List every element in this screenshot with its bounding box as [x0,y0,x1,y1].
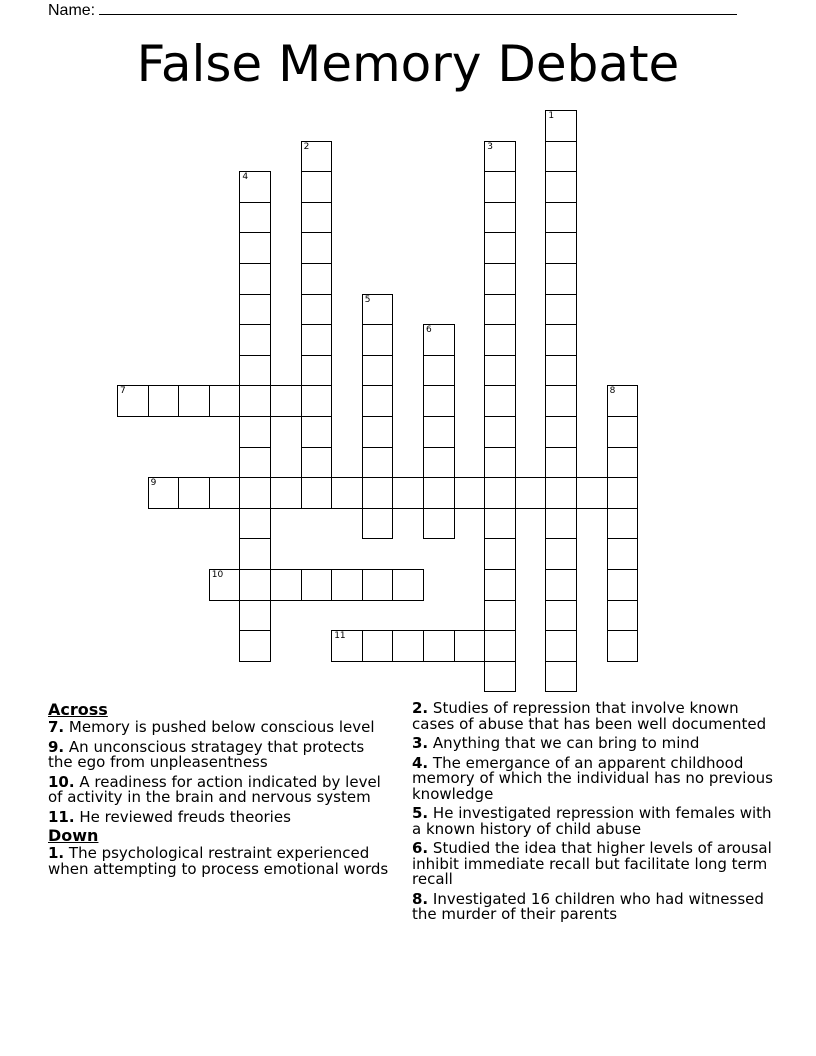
clue-number: 8. [412,889,429,908]
grid-cell[interactable] [484,355,516,387]
grid-cell[interactable] [545,661,577,693]
grid-cell[interactable] [239,569,271,601]
grid-cell[interactable] [362,324,394,356]
grid-cell[interactable] [545,110,577,142]
grid-cell[interactable] [545,416,577,448]
grid-cell[interactable] [301,355,333,387]
grid-cell[interactable] [454,477,486,509]
grid-cell[interactable] [331,477,363,509]
grid-cell[interactable] [484,569,516,601]
grid-cell[interactable] [270,385,302,417]
clue-across-7 [48,720,393,736]
grid-cell[interactable] [301,294,333,326]
grid-cell[interactable] [148,385,180,417]
grid-cell[interactable] [484,385,516,417]
cell-number: 10 [211,570,224,580]
clue-down-6 [412,841,777,888]
clue-number: 5. [412,804,429,822]
grid-cell[interactable] [484,508,516,540]
grid-cell[interactable] [484,477,516,509]
clue-text: The psychological restraint experienced when attempting to process emotional words [48,844,389,878]
cell-number: 2 [303,141,310,152]
grid-cell[interactable] [484,263,516,295]
grid-cell[interactable] [545,232,577,264]
grid-cell[interactable] [607,569,639,601]
clue-number: 1. [48,844,65,862]
grid-cell[interactable] [392,569,424,601]
clue-number: 3. [412,734,429,752]
grid-cell[interactable] [484,630,516,662]
grid-cell[interactable] [545,263,577,295]
clue-down-8 [412,889,777,923]
grid-cell[interactable] [607,416,639,448]
grid-cell[interactable] [301,263,333,295]
grid-cell[interactable] [178,477,210,509]
clue-text: Memory is pushed below conscious level [68,718,375,736]
grid-cell[interactable] [301,477,333,509]
cell-number: 11 [334,631,346,642]
grid-cell[interactable] [270,569,302,601]
grid-cell[interactable] [148,477,180,509]
grid-cell[interactable] [484,202,516,234]
grid-cell[interactable] [484,447,516,479]
grid-cell[interactable] [545,508,577,540]
grid-cell[interactable] [239,263,271,295]
clue-text: Studies of repression that involve known cases of abuse that has been well documented [412,699,767,733]
clue-text: Studied the idea that higher levels of arousal inhibit immediate recall but facilitate long term recall [412,839,772,888]
grid-cell[interactable] [423,477,455,509]
grid-cell[interactable] [484,232,516,264]
grid-cell[interactable] [545,171,577,203]
grid-cell[interactable] [301,569,333,601]
grid-cell[interactable] [239,600,271,632]
grid-cell[interactable] [484,416,516,448]
grid-cell[interactable] [301,141,333,173]
grid-cell[interactable] [301,416,333,448]
grid-cell[interactable] [362,447,394,479]
cell-number: 6 [426,325,432,336]
grid-cell[interactable] [607,630,639,662]
grid-cell[interactable] [239,171,271,203]
cell-number: 9 [150,478,157,489]
grid-cell[interactable] [545,538,577,570]
grid-cell[interactable] [362,355,394,387]
clue-text: Anything that we can bring to mind [432,734,700,752]
grid-cell[interactable] [423,385,455,417]
clue-text: Investigated 16 children who had witnessed the murder of their parents [412,889,764,923]
grid-cell[interactable] [117,385,149,417]
cell-number: 4 [242,172,249,183]
clue-down-1 [48,846,393,877]
grid-cell[interactable] [392,630,424,662]
clue-number: 11. [48,807,75,826]
grid-cell[interactable] [607,477,639,509]
grid-cell[interactable] [607,508,639,540]
name-label: Name: [48,2,96,19]
clue-number: 10. [48,772,75,791]
cell-number: 1 [548,111,555,121]
clue-number: 9. [48,737,65,756]
grid-cell[interactable] [331,630,363,662]
clue-number: 2. [412,699,429,717]
grid-cell[interactable] [423,447,455,479]
grid-cell[interactable] [545,600,577,632]
clue-text: He investigated repression with females with a known history of child abuse [412,804,772,838]
grid-cell[interactable] [484,324,516,356]
clue-text: A readiness for action indicated by level of activity in the brain and nervous system [48,772,381,806]
grid-cell[interactable] [545,477,577,509]
grid-cell[interactable] [239,416,271,448]
grid-cell[interactable] [209,385,241,417]
grid-cell[interactable] [239,355,271,387]
clue-across-11 [48,807,393,826]
puzzle-title: False Memory Debate [136,35,680,93]
grid-cell[interactable] [545,141,577,173]
grid-cell[interactable] [545,569,577,601]
grid-cell[interactable] [545,385,577,417]
grid-cell[interactable] [362,385,394,417]
grid-cell[interactable] [545,447,577,479]
grid-cell[interactable] [454,630,486,662]
grid-cell[interactable] [239,630,271,662]
clue-down-3 [412,736,777,752]
clue-across-9 [48,737,393,771]
clues-right-column [412,701,777,927]
grid-cell[interactable] [362,508,394,540]
grid-cell[interactable] [301,447,333,479]
grid-cell[interactable] [362,569,394,601]
grid-cell[interactable] [209,569,241,601]
clue-down-5 [412,806,777,837]
grid-cell[interactable] [423,355,455,387]
clues-left-column [48,701,393,881]
grid-cell[interactable] [301,232,333,264]
clue-number: 4. [412,753,429,772]
grid-cell[interactable] [362,416,394,448]
grid-cell[interactable] [423,630,455,662]
grid-cell[interactable] [239,447,271,479]
grid-cell[interactable] [239,385,271,417]
cell-number: 5 [364,294,371,305]
grid-cell[interactable] [239,232,271,264]
grid-cell[interactable] [545,324,577,356]
grid-cell[interactable] [270,477,302,509]
grid-cell[interactable] [607,385,639,417]
clue-number: 6. [412,839,429,857]
clue-down-4 [412,753,777,803]
grid-cell[interactable] [239,324,271,356]
clue-across-10 [48,772,393,806]
grid-cell[interactable] [301,171,333,203]
grid-cell[interactable] [362,477,394,509]
grid-cell[interactable] [239,477,271,509]
grid-cell[interactable] [301,202,333,234]
grid-cell[interactable] [484,600,516,632]
grid-cell[interactable] [576,477,608,509]
grid-cell[interactable] [545,294,577,326]
across-heading: Across [48,700,108,719]
grid-cell[interactable] [423,416,455,448]
grid-cell[interactable] [239,202,271,234]
grid-cell[interactable] [607,538,639,570]
cell-number: 7 [120,386,126,397]
grid-cell[interactable] [607,447,639,479]
grid-cell[interactable] [209,477,241,509]
grid-cell[interactable] [392,477,424,509]
grid-cell[interactable] [301,324,333,356]
grid-cell[interactable] [239,508,271,540]
clue-text: He reviewed freuds theories [79,807,291,826]
grid-cell[interactable] [362,294,394,326]
grid-cell[interactable] [484,294,516,326]
grid-cell[interactable] [515,477,547,509]
clue-text: An unconscious stratagey that protects the ego from unpleasentness [48,737,365,771]
grid-cell[interactable] [362,630,394,662]
clue-number: 7. [48,718,65,736]
grid-cell[interactable] [484,171,516,203]
grid-cell[interactable] [484,538,516,570]
grid-cell[interactable] [545,355,577,387]
clue-text: The emergance of an apparent childhood memory of which the individual has no previous knowledge [412,753,773,803]
cell-number: 3 [487,141,493,152]
grid-cell[interactable] [423,324,455,356]
grid-cell[interactable] [239,294,271,326]
grid-cell[interactable] [607,600,639,632]
clue-down-2 [412,701,777,732]
grid-cell[interactable] [423,508,455,540]
grid-cell[interactable] [178,385,210,417]
grid-cell[interactable] [484,661,516,693]
down-heading: Down [48,826,99,845]
grid-cell[interactable] [484,141,516,173]
grid-cell[interactable] [301,385,333,417]
grid-cell[interactable] [239,538,271,570]
grid-cell[interactable] [545,202,577,234]
grid-cell[interactable] [545,630,577,662]
cell-number: 8 [609,386,616,397]
grid-cell[interactable] [331,569,363,601]
